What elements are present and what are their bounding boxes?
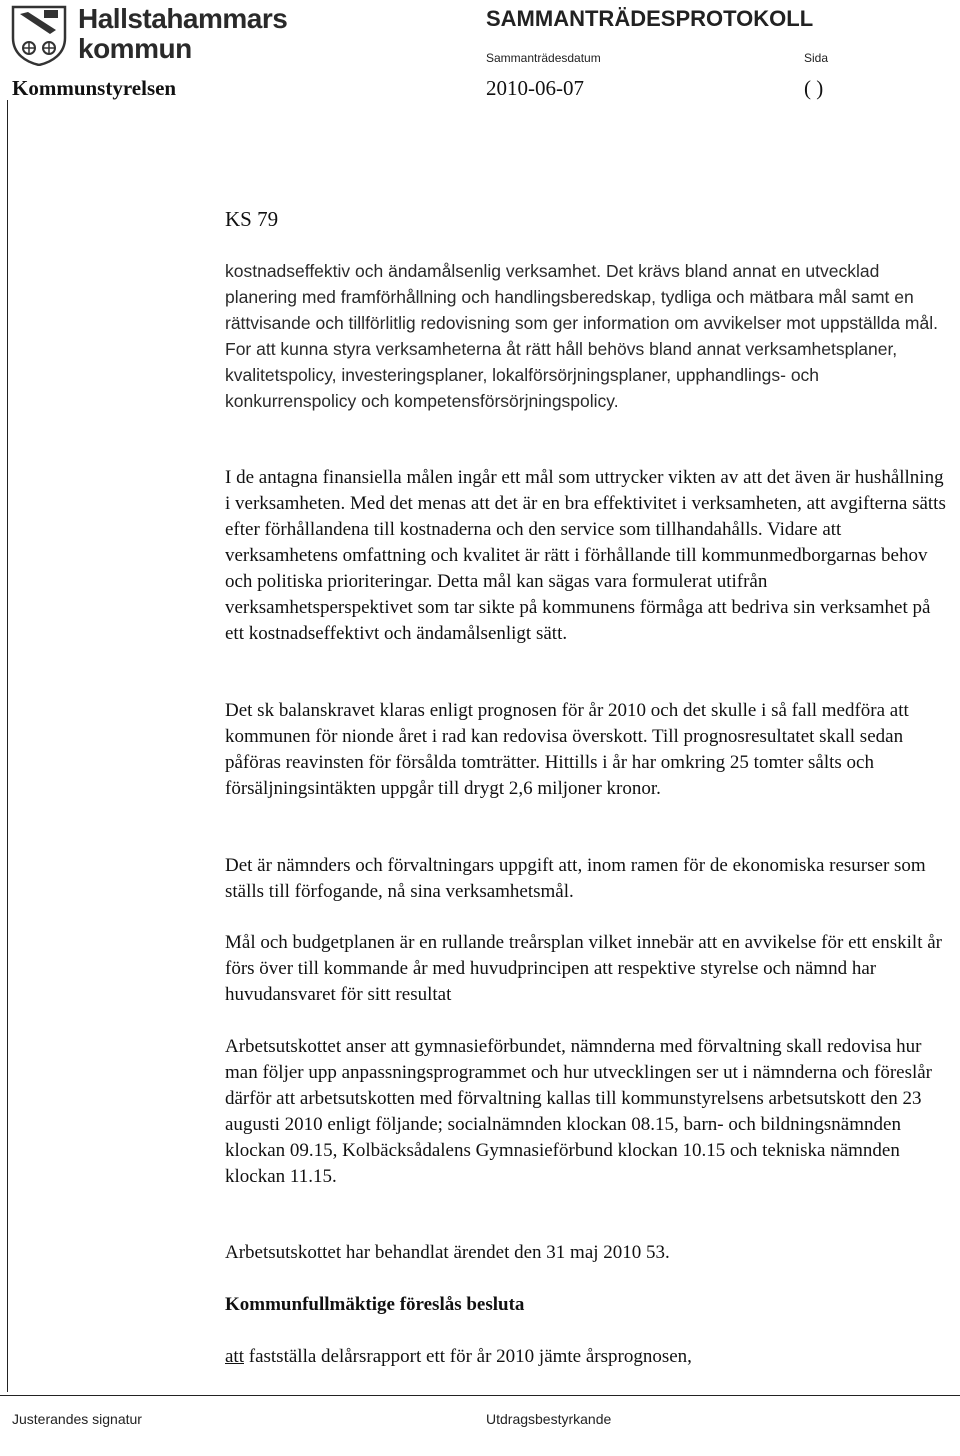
paragraph-4: Det är nämnders och förvaltningars uppgift att, inom ramen för de ekonomiska resurser som ställs till förfogande, nå sina verksamhetsmål. (225, 855, 926, 902)
paragraph-5: Mål och budgetplanen är en rullande treårsplan vilket innebär att en avvikelse för ett enskilt år förs över till kommande år med huvudprincipen att respektive styrelse och nämnd har huvudansvaret för sitt resultat (225, 932, 942, 1005)
logo-line-2: kommun (78, 33, 192, 64)
paragraph-1: kostnadseffektiv och ändamålsenlig verksamhet. Det krävs bland annat en utvecklad planering med framförhållning och handlingsberedskap, tydliga och mätbara mål samt en rättvisande och tillförlitlig redovisning som ger information om avvikelser mot uppställda mål. For att kunna styra verksamheterna åt rätt håll behövs bland annat verksamhetsplaner, kvalitetspolicy, investeringsplaner, lokalförsörjningsplaner, upphandlings- och konkurrenspolicy och kompetensförsörjningspolicy. (225, 261, 938, 411)
section-number: KS 79 (225, 207, 279, 231)
page-label: Sida (804, 51, 829, 65)
municipality-logo (10, 3, 288, 70)
decision-heading: Kommunfullmäktige föreslås besluta (225, 1294, 525, 1315)
margin-rule (7, 100, 8, 1392)
logo-wordmark (78, 4, 287, 64)
paragraph-3: Det sk balanskravet klaras enligt prognosen för år 2010 och det skulle i så fall medföra att kommunen för nionde året i rad kan redovisa överskott. Till prognosresultatet skall sedan påföras reavinsten för försålda tomträtter. Hittills i år har omkring 25 tomter sålts och försäljningsintäkten uppgår till drygt 2,6 miljoner kronor. (225, 700, 909, 799)
logo-line-1: Hallstahammars (78, 3, 288, 34)
paragraph-7: Arbetsutskottet har behandlat ärendet den 31 maj 2010 53. (225, 1242, 670, 1263)
meeting-date-label: Sammanträdesdatum (486, 51, 601, 65)
document-type: SAMMANTRÄDESPROTOKOLL (486, 6, 814, 31)
paragraph-2: I de antagna finansiella målen ingår ett mål som uttrycker vikten av att det även är hushållning i verksamheten. Med det menas att det är en bra effektivitet i verksamheten, att avgifterna sätts efter förhållandena till kostnaderna och den service som tillhandahålls. Vidare att verksamhetens omfattning och kvalitet är rätt i förhållande till kommunmedborgarnas behov och politiska prioriteringar. Detta mål kan sägas vara formulerat utifrån verksamhetsperspektivet som tar sikte på kommunens förmåga att bedriva sin verksamhet på ett kostnadseffektivt och ändamålsenligt sätt. (225, 467, 946, 644)
decision-proposal (225, 1344, 947, 1370)
coat-of-arms-icon (10, 4, 68, 66)
committee-name: Kommunstyrelsen (12, 76, 177, 100)
paragraph-6: Arbetsutskottet anser att gymnasieförbundet, nämnderna med förvaltning skall redovisa hur man följer upp anpassningsprogrammet och hur utvecklingen ser ut i nämnderna och föreslår därför att arbetsutskotten med förvaltning kallas till kommunstyrelsens arbetsutskott den 23 augusti 2010 enligt följande; socialnämnden klockan 08.15, barn- och bildningsnämnden klockan 09.15, Kolbäcksådalens Gymnasieförbund klockan 10.15 och tekniska nämnden klockan 11.15. (225, 1036, 933, 1187)
signature-label: Justerandes signatur (12, 1411, 142, 1427)
footer-rule (0, 1395, 960, 1396)
extract-label: Utdragsbestyrkande (486, 1411, 612, 1427)
page-number: ( ) (804, 76, 824, 100)
decision-text: fastställa delårsrapport ett för år 2010 jämte årsprognosen, (244, 1346, 692, 1367)
decision-att: att (225, 1346, 244, 1367)
meeting-date: 2010-06-07 (486, 76, 584, 100)
